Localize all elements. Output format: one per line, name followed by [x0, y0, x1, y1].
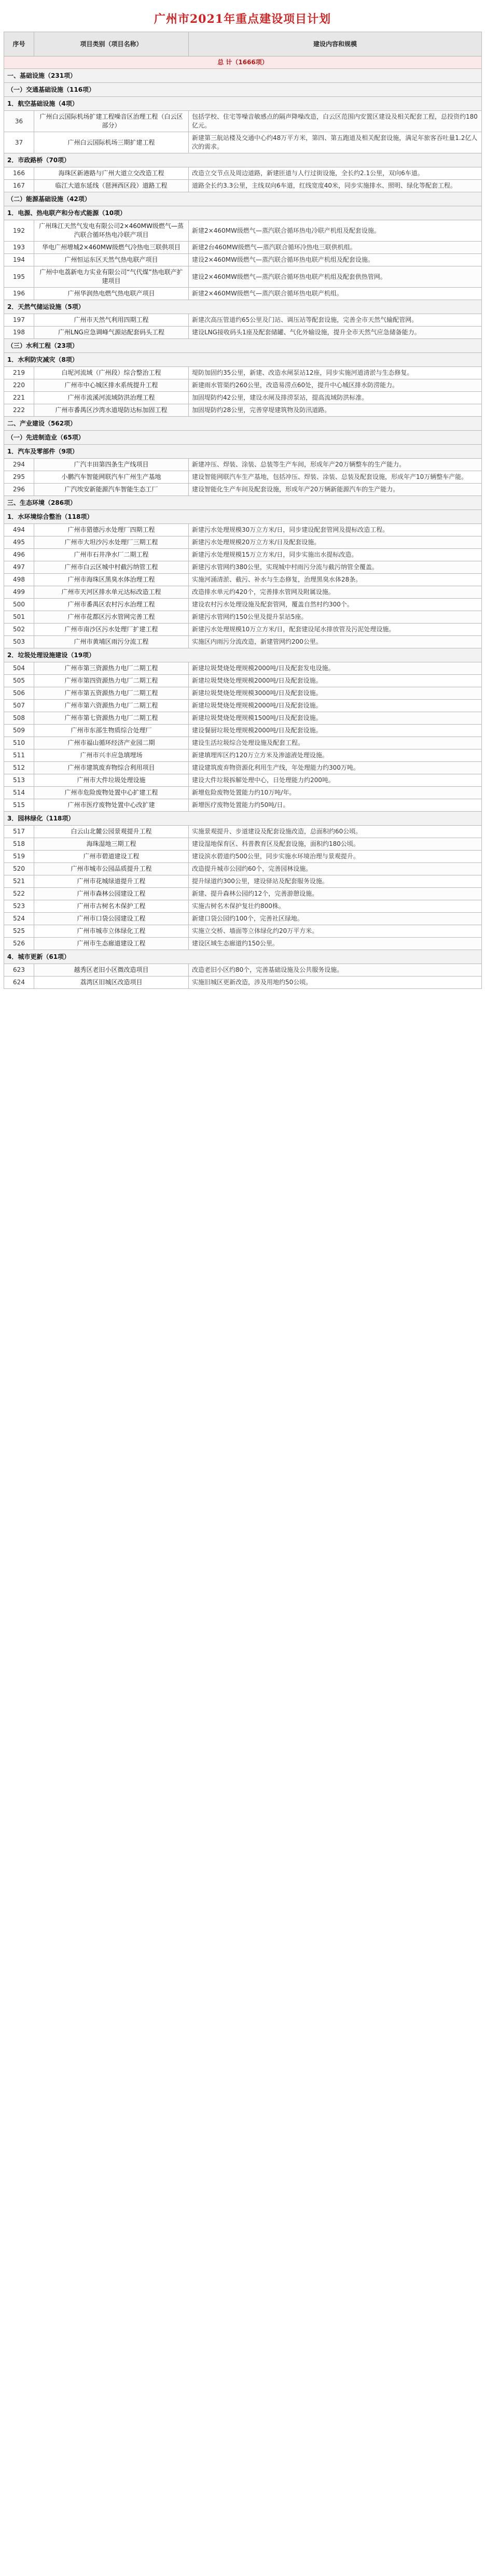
project-name: 广州LNG应急调峰气源站配套码头工程	[34, 327, 189, 339]
project-description: 实施立交桥、墙面等立体绿化约20万平方米。	[189, 925, 482, 938]
project-description: 实施景观提升、步道建设及配套设施改造，总面积约60公顷。	[189, 826, 482, 838]
row-number: 221	[4, 392, 34, 404]
project-name: 广汽埃安新能源汽车智能生态工厂	[34, 484, 189, 496]
table-row	[4, 484, 482, 496]
project-description: 新建次高压管道约65公里及门站、调压站等配套设施，完善全市天然气输配管网。	[189, 314, 482, 327]
table-row	[4, 561, 482, 574]
project-name: 广州市大件垃圾处理设施	[34, 774, 189, 787]
table-row	[4, 826, 482, 838]
row-number: 503	[4, 636, 34, 648]
row-number: 520	[4, 863, 34, 875]
row-number: 623	[4, 964, 34, 976]
category-row	[4, 812, 482, 826]
project-name: 海珠区新港路与广州大道立交改造工程	[34, 167, 189, 180]
row-number: 501	[4, 611, 34, 624]
category-row	[4, 445, 482, 459]
table-row	[4, 536, 482, 549]
project-description: 建设餐厨垃圾处理规模2000吨/日及配套设施。	[189, 725, 482, 737]
row-number: 295	[4, 471, 34, 484]
category-label: 1．航空基础设施（4项）	[4, 97, 482, 111]
row-number: 523	[4, 900, 34, 913]
row-number: 198	[4, 327, 34, 339]
category-label: 2．垃圾处理设施建设（19项）	[4, 648, 482, 662]
project-description: 建设湿地保育区、科普教育区及配套设施，面积约180公顷。	[189, 838, 482, 851]
category-row	[4, 206, 482, 220]
project-name: 广州市森林公园建设工程	[34, 888, 189, 900]
project-name: 广州市第五资源热力电厂二期工程	[34, 687, 189, 700]
category-row	[4, 83, 482, 97]
category-label: （一）交通基础设施（116项）	[4, 83, 482, 97]
category-row	[4, 192, 482, 206]
table-row	[4, 749, 482, 762]
table-header-row	[4, 32, 482, 56]
category-row	[4, 648, 482, 662]
table-row	[4, 900, 482, 913]
project-description: 新建雨水管渠约260公里，改造易涝点60处，提升中心城区排水防涝能力。	[189, 379, 482, 392]
header-desc: 建设内容和规模	[189, 32, 482, 56]
table-row	[4, 662, 482, 675]
project-description: 新建污水处理规模30万立方米/日，同步建设配套管网及提标改造工程。	[189, 524, 482, 536]
row-number: 511	[4, 749, 34, 762]
project-name: 广州市黄埔区雨污分流工程	[34, 636, 189, 648]
project-name: 广州市生态廊道建设工程	[34, 938, 189, 950]
project-name: 广州白云国际机场三期扩建工程	[34, 132, 189, 153]
row-number: 515	[4, 799, 34, 812]
project-description: 建设区域生态廊道约150公里。	[189, 938, 482, 950]
project-name: 广州恒运东区天然气热电联产项目	[34, 254, 189, 266]
project-description: 包括学校、住宅等噪音敏感点的隔声降噪改造，白云区范围内安置区建设及相关配套工程，总投资约180亿元。	[189, 111, 482, 132]
project-description: 新建垃圾焚烧处理规模2000吨/日及配套设施。	[189, 700, 482, 712]
table-row	[4, 787, 482, 799]
row-number: 508	[4, 712, 34, 725]
table-row	[4, 379, 482, 392]
category-label: 4．城市更新（61项）	[4, 950, 482, 964]
project-description: 新建污水管网约380公里，实现城中村雨污分流与截污纳管全覆盖。	[189, 561, 482, 574]
row-number: 36	[4, 111, 34, 132]
table-row	[4, 851, 482, 863]
table-row	[4, 220, 482, 242]
project-name: 白云山北麓公园景观提升工程	[34, 826, 189, 838]
project-description: 新建垃圾焚烧处理规模2000吨/日及配套发电设施。	[189, 662, 482, 675]
row-number: 167	[4, 180, 34, 192]
project-description: 新建口袋公园约100个，完善社区绿地。	[189, 913, 482, 925]
project-name: 广州市建筑废弃物综合利用项目	[34, 762, 189, 774]
row-number: 514	[4, 787, 34, 799]
project-description: 新建垃圾焚烧处理规模3000吨/日及配套设施。	[189, 687, 482, 700]
row-number: 495	[4, 536, 34, 549]
table-row	[4, 774, 482, 787]
category-label: 1．水环境综合整治（118项）	[4, 510, 482, 524]
project-name: 华电广州增城2×460MW级燃气冷热电三联供项目	[34, 242, 189, 254]
row-number: 498	[4, 574, 34, 586]
project-name: 广州市猎德污水处理厂四期工程	[34, 524, 189, 536]
project-description: 改造立交节点及周边道路，新建匝道与人行过街设施，全长约2.1公里，双向6车道。	[189, 167, 482, 180]
project-description: 新增危险废物处置能力约10万吨/年。	[189, 787, 482, 799]
table-row	[4, 712, 482, 725]
project-name: 广州市天河区排水单元达标改造工程	[34, 586, 189, 599]
row-number: 518	[4, 838, 34, 851]
category-label: 二、产业建设（562项）	[4, 417, 482, 431]
row-number: 496	[4, 549, 34, 561]
table-row	[4, 875, 482, 888]
row-number: 296	[4, 484, 34, 496]
project-name: 广州市海珠区黑臭水体治理工程	[34, 574, 189, 586]
category-label: 2．天然气储运设施（5项）	[4, 300, 482, 314]
project-description: 加固堤防约42公里，建设水闸及排涝泵站，提高流域防洪标准。	[189, 392, 482, 404]
category-label: 3．园林绿化（118项）	[4, 812, 482, 826]
row-number: 504	[4, 662, 34, 675]
table-row	[4, 687, 482, 700]
project-name: 广州市流溪河流域防洪治理工程	[34, 392, 189, 404]
table-row	[4, 524, 482, 536]
project-name: 广州市古树名木保护工程	[34, 900, 189, 913]
project-name: 广州市番禺区农村污水治理工程	[34, 599, 189, 611]
table-row	[4, 675, 482, 687]
table-row	[4, 838, 482, 851]
project-description: 新建污水处理规模20万立方米/日及配套设施。	[189, 536, 482, 549]
total-label: 总 计（1666项）	[4, 56, 482, 69]
project-name: 广州中电荔新电力实业有限公司“气代煤”热电联产扩建项目	[34, 266, 189, 288]
row-number: 166	[4, 167, 34, 180]
project-name: 广州市兴丰应急填埋场	[34, 749, 189, 762]
project-description: 提升绿道约300公里，建设驿站及配套服务设施。	[189, 875, 482, 888]
project-name: 广州华润热电燃气热电联产项目	[34, 288, 189, 300]
category-label: （二）能源基础设施（42项）	[4, 192, 482, 206]
project-name: 越秀区老旧小区微改造项目	[34, 964, 189, 976]
project-description: 加固堤防约28公里，完善穿堤建筑物及防汛道路。	[189, 404, 482, 417]
project-name: 广州市医疗废物处置中心改扩建	[34, 799, 189, 812]
project-name: 广州市中心城区排水系统提升工程	[34, 379, 189, 392]
project-name: 海珠湿地三期工程	[34, 838, 189, 851]
project-name: 广州市城市公园品质提升工程	[34, 863, 189, 875]
row-number: 507	[4, 700, 34, 712]
project-description: 改造老旧小区约80个，完善基础设施及公共服务设施。	[189, 964, 482, 976]
category-label: （三）水利工程（23项）	[4, 339, 482, 353]
table-row	[4, 624, 482, 636]
row-number: 524	[4, 913, 34, 925]
table-row	[4, 549, 482, 561]
row-number: 624	[4, 976, 34, 989]
table-row	[4, 327, 482, 339]
project-name: 广州市白云区城中村截污纳管工程	[34, 561, 189, 574]
table-row	[4, 863, 482, 875]
category-label: （一）先进制造业（65项）	[4, 431, 482, 445]
project-name: 广州市大坦沙污水处理厂三期工程	[34, 536, 189, 549]
category-label: 1．电源、热电联产和分布式能源（10项）	[4, 206, 482, 220]
header-no: 序号	[4, 32, 34, 56]
project-name: 广州市第六资源热力电厂二期工程	[34, 700, 189, 712]
table-row	[4, 254, 482, 266]
row-number: 499	[4, 586, 34, 599]
project-name: 广州市南沙区污水处理厂扩建工程	[34, 624, 189, 636]
row-number: 519	[4, 851, 34, 863]
project-description: 建设大件垃圾拆解处理中心，日处理能力约200吨。	[189, 774, 482, 787]
row-number: 494	[4, 524, 34, 536]
project-description: 新建第三航站楼及交通中心约48万平方米，第四、第五跑道及相关配套设施，满足年旅客吞吐量1.2亿人次的需求。	[189, 132, 482, 153]
table-row	[4, 599, 482, 611]
row-number: 513	[4, 774, 34, 787]
table-row	[4, 762, 482, 774]
row-number: 510	[4, 737, 34, 749]
project-name: 小鹏汽车智能网联汽车广州生产基地	[34, 471, 189, 484]
project-description: 新建2×460MW级燃气—蒸汽联合循环热电冷联产机组及配套设施。	[189, 220, 482, 242]
document	[4, 0, 481, 994]
header-name: 项目类别（项目名称）	[34, 32, 189, 56]
table-row	[4, 242, 482, 254]
table-row	[4, 586, 482, 599]
project-name: 广州市第四资源热力电厂二期工程	[34, 675, 189, 687]
table-row	[4, 132, 482, 153]
project-description: 新建2台460MW级燃气—蒸汽联合循环冷热电三联供机组。	[189, 242, 482, 254]
project-description: 改造排水单元约420个，完善排水管网及附属设施。	[189, 586, 482, 599]
table-row	[4, 314, 482, 327]
row-number: 505	[4, 675, 34, 687]
project-description: 新建、提升森林公园约12个，完善游憩设施。	[189, 888, 482, 900]
project-name: 广州珠江天然气发电有限公司2×460MW级燃气—蒸汽联合循环热电冷联产项目	[34, 220, 189, 242]
table-row	[4, 404, 482, 417]
project-description: 新建污水处理规模10万立方米/日，配套建设尾水排放管及污泥处理设施。	[189, 624, 482, 636]
project-name: 广州市番禺区沙湾水道堤防达标加固工程	[34, 404, 189, 417]
project-name: 白坭河流域（广州段）综合整治工程	[34, 367, 189, 379]
project-table	[4, 32, 482, 989]
row-number: 502	[4, 624, 34, 636]
table-row	[4, 913, 482, 925]
project-name: 广州市碧道建设工程	[34, 851, 189, 863]
project-description: 新增医疗废物处置能力约50吨/日。	[189, 799, 482, 812]
project-description: 新建2×460MW级燃气—蒸汽联合循环热电联产机组。	[189, 288, 482, 300]
row-number: 219	[4, 367, 34, 379]
row-number: 192	[4, 220, 34, 242]
project-description: 新建垃圾焚烧处理规模2000吨/日及配套设施。	[189, 675, 482, 687]
row-number: 196	[4, 288, 34, 300]
row-number: 294	[4, 459, 34, 471]
row-number: 509	[4, 725, 34, 737]
table-row	[4, 976, 482, 989]
project-name: 广州市口袋公园建设工程	[34, 913, 189, 925]
project-name: 广州市石井净水厂二期工程	[34, 549, 189, 561]
category-row	[4, 417, 482, 431]
table-row	[4, 611, 482, 624]
project-name: 广州市城市立体绿化工程	[34, 925, 189, 938]
project-description: 建设农村污水处理设施及配套管网，覆盖自然村约300个。	[189, 599, 482, 611]
project-description: 实施河涌清淤、截污、补水与生态修复，治理黑臭水体28条。	[189, 574, 482, 586]
row-number: 517	[4, 826, 34, 838]
row-number: 220	[4, 379, 34, 392]
row-number: 512	[4, 762, 34, 774]
category-label: 2．市政路桥（70项）	[4, 153, 482, 167]
project-description: 建设2×460MW级燃气—蒸汽联合循环热电联产机组及配套设施。	[189, 254, 482, 266]
row-number: 497	[4, 561, 34, 574]
table-row	[4, 392, 482, 404]
project-description: 建设滨水碧道约500公里，同步实施水环境治理与景观提升。	[189, 851, 482, 863]
project-name: 广州市危险废物处置中心扩建工程	[34, 787, 189, 799]
row-number: 506	[4, 687, 34, 700]
row-number: 197	[4, 314, 34, 327]
project-description: 堤防加固约35公里，新建、改造水闸泵站12座，同步实施河道清淤与生态修复。	[189, 367, 482, 379]
row-number: 521	[4, 875, 34, 888]
table-row	[4, 725, 482, 737]
row-number: 500	[4, 599, 34, 611]
category-row	[4, 510, 482, 524]
total-row	[4, 56, 482, 69]
row-number: 525	[4, 925, 34, 938]
category-row	[4, 69, 482, 83]
row-number: 194	[4, 254, 34, 266]
project-name: 广州白云国际机场扩建工程噪音区治理工程（白云区部分）	[34, 111, 189, 132]
project-description: 实施旧城区更新改造，涉及用地约50公顷。	[189, 976, 482, 989]
project-description: 新建冲压、焊装、涂装、总装等生产车间，形成年产20万辆整车的生产能力。	[189, 459, 482, 471]
project-description: 新建填埋库区约120万立方米及渗滤液处理设施。	[189, 749, 482, 762]
category-label: 1．水利防灾减灾（8项）	[4, 353, 482, 367]
row-number: 193	[4, 242, 34, 254]
row-number: 522	[4, 888, 34, 900]
table-row	[4, 167, 482, 180]
table-row	[4, 700, 482, 712]
document-title: 广州市2021年重点建设项目计划	[154, 12, 331, 26]
project-description: 实施区内雨污分流改造，新建管网约200公里。	[189, 636, 482, 648]
category-row	[4, 496, 482, 510]
project-description: 实施古树名木保护复壮约800株。	[189, 900, 482, 913]
project-description: 道路全长约3.3公里，主线双向6车道，红线宽度40米，同步实施排水、照明、绿化等配套工程。	[189, 180, 482, 192]
project-description: 建设生活垃圾综合处理设施及配套工程。	[189, 737, 482, 749]
table-row	[4, 964, 482, 976]
project-name: 广州市花都区污水管网完善工程	[34, 611, 189, 624]
table-row	[4, 471, 482, 484]
table-row	[4, 266, 482, 288]
project-name: 广州市第七资源热力电厂二期工程	[34, 712, 189, 725]
project-description: 建设建筑废弃物资源化利用生产线，年处理能力约300万吨。	[189, 762, 482, 774]
table-row	[4, 367, 482, 379]
table-row	[4, 636, 482, 648]
table-row	[4, 737, 482, 749]
project-description: 新建垃圾焚烧处理规模1500吨/日及配套设施。	[189, 712, 482, 725]
table-row	[4, 938, 482, 950]
project-description: 建设2×460MW级燃气—蒸汽联合循环热电联产机组及配套供热管网。	[189, 266, 482, 288]
category-row	[4, 97, 482, 111]
row-number: 222	[4, 404, 34, 417]
project-description: 建设智能网联汽车生产基地，包括冲压、焊装、涂装、总装及配套设施，形成年产10万辆整车产能。	[189, 471, 482, 484]
table-row	[4, 888, 482, 900]
category-row	[4, 339, 482, 353]
table-row	[4, 180, 482, 192]
project-name: 广州市天然气利用四期工程	[34, 314, 189, 327]
project-name: 荔湾区旧城区改造项目	[34, 976, 189, 989]
project-description: 改造提升城市公园约60个，完善园林设施。	[189, 863, 482, 875]
project-name: 广州市花城绿道提升工程	[34, 875, 189, 888]
project-description: 新建污水管网约150公里及提升泵站5座。	[189, 611, 482, 624]
table-row	[4, 288, 482, 300]
category-row	[4, 153, 482, 167]
category-label: 一、基础设施（231项）	[4, 69, 482, 83]
project-description: 建设智能化生产车间及配套设施，形成年产20万辆新能源汽车的生产能力。	[189, 484, 482, 496]
project-name: 广汽丰田第四条生产线项目	[34, 459, 189, 471]
category-label: 1．汽车及零部件（9项）	[4, 445, 482, 459]
project-name: 临江大道东延线（琶洲西区段）道路工程	[34, 180, 189, 192]
category-row	[4, 431, 482, 445]
row-number: 195	[4, 266, 34, 288]
project-name: 广州市东部生物质综合处理厂	[34, 725, 189, 737]
table-row	[4, 925, 482, 938]
category-row	[4, 353, 482, 367]
project-description: 新建污水处理规模15万立方米/日，同步实施出水提标改造。	[189, 549, 482, 561]
project-name: 广州市福山循环经济产业园二期	[34, 737, 189, 749]
table-row	[4, 459, 482, 471]
project-description: 建设LNG接收码头1座及配套储罐、气化外输设施，提升全市天然气应急储备能力。	[189, 327, 482, 339]
table-row	[4, 111, 482, 132]
table-row	[4, 574, 482, 586]
category-row	[4, 300, 482, 314]
project-name: 广州市第三资源热力电厂二期工程	[34, 662, 189, 675]
row-number: 37	[4, 132, 34, 153]
table-row	[4, 799, 482, 812]
row-number: 526	[4, 938, 34, 950]
category-row	[4, 950, 482, 964]
category-label: 三、生态环境（286项）	[4, 496, 482, 510]
